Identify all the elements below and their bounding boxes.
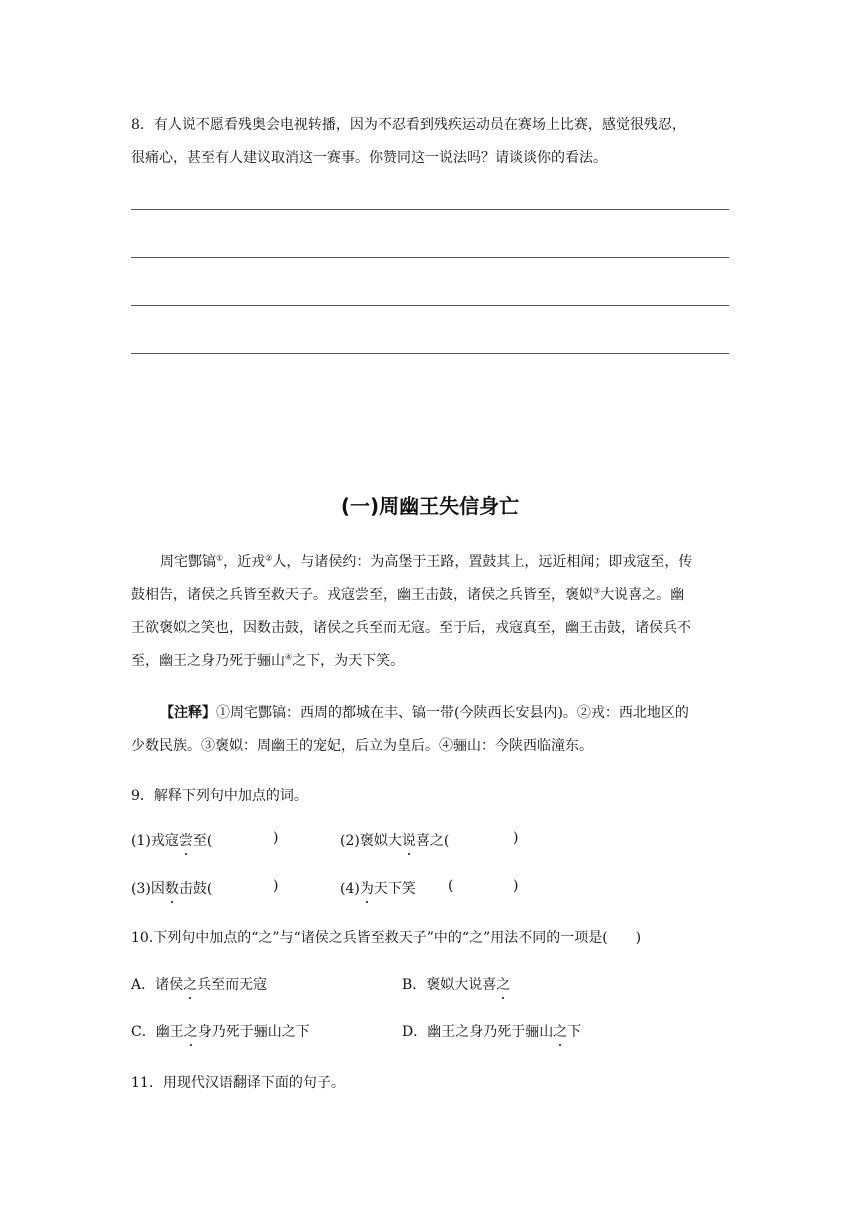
q9-answer-blank-3[interactable] xyxy=(212,878,270,896)
footnote-mark: ② xyxy=(265,553,273,563)
passage-text: ，近戎 xyxy=(223,554,266,570)
q9-item-3 xyxy=(131,878,212,898)
passage-text: 至，幽王之身乃死于骊山 xyxy=(131,653,285,669)
q9-item-1 xyxy=(131,830,212,850)
passage-line-1 xyxy=(160,551,692,571)
notes-line-1 xyxy=(160,702,689,722)
section-title: (一)周幽王失信身亡 xyxy=(340,494,520,518)
q11-stem: 11．用现代汉语翻译下面的句子。 xyxy=(131,1075,345,1091)
item-text: 天下笑 xyxy=(373,881,416,897)
q10-stem: 10.下列句中加点的“之”与“诸侯之兵皆至救天子”中的“之”用法不同的一项是( ) xyxy=(131,930,642,946)
dotted-word: 尝 xyxy=(179,830,193,850)
dotted-word: 说 xyxy=(402,830,416,850)
dotted-word: 为 xyxy=(360,878,374,898)
q9-item-4 xyxy=(340,878,416,898)
passage-text: 人，与诸侯约：为高堡于王路，置鼓其上，远近相闻；即戎寇至，传 xyxy=(272,554,693,570)
passage-text: 之下，为天下笑。 xyxy=(292,653,405,669)
dotted-word: 之 xyxy=(183,974,197,994)
answer-line-4[interactable] xyxy=(131,353,729,354)
option-text: 下 xyxy=(567,1024,582,1040)
q10-option-b[interactable] xyxy=(402,974,510,994)
option-text: C．幽王 xyxy=(131,1024,184,1040)
q9-item-4-open: ( xyxy=(448,878,454,894)
passage-line-4 xyxy=(131,650,404,670)
q9-answer-blank-1[interactable] xyxy=(212,830,270,848)
passage-text: 鼓相告，诸侯之兵皆至救天子。戎寇尝至，幽王击鼓，诸侯之兵皆至，褒姒 xyxy=(131,587,593,603)
notes-line-2: 少数民族。③褒姒：周幽王的宠妃，后立为皇后。④骊山：今陕西临潼东。 xyxy=(131,738,593,754)
option-text: 身乃死于骊山之下 xyxy=(197,1024,310,1040)
q8-line2: 很痛心，甚至有人建议取消这一赛事。你赞同这一说法吗？请谈谈你的看法。 xyxy=(131,150,607,166)
answer-line-1[interactable] xyxy=(131,209,729,210)
dotted-word: 之 xyxy=(553,1021,567,1041)
item-text: 击鼓( xyxy=(178,881,213,897)
notes-text: ①周宅酆镐：西周的都城在丰、镐一带(今陕西长安县内)。②戎：西北地区的 xyxy=(216,705,689,721)
dotted-word: 之 xyxy=(496,974,510,994)
q9-item-2 xyxy=(340,830,449,850)
answer-line-3[interactable] xyxy=(131,305,729,306)
q9-answer-blank-2[interactable] xyxy=(454,830,510,848)
dotted-word: 数 xyxy=(165,878,179,898)
option-text: B．褒姒大说喜 xyxy=(402,977,497,993)
q10-option-d[interactable] xyxy=(402,1021,581,1041)
option-text: 兵至而无寇 xyxy=(197,977,268,993)
footnote-mark: ④ xyxy=(285,652,293,662)
item-text: (2)褒姒大 xyxy=(340,833,402,849)
footnote-mark: ③ xyxy=(593,586,601,596)
answer-line-2[interactable] xyxy=(131,257,729,258)
q9-item-4-close: ) xyxy=(513,878,519,894)
item-text: (1)戎寇 xyxy=(131,833,179,849)
q9-item-3-close: ) xyxy=(273,878,279,894)
q9-answer-blank-4[interactable] xyxy=(456,878,510,896)
footnote-mark: ① xyxy=(216,553,224,563)
item-text: 至( xyxy=(192,833,213,849)
q9-item-2-close: ) xyxy=(513,830,519,846)
item-text: (3)因 xyxy=(131,881,165,897)
option-text: D．幽王之身乃死于骊山 xyxy=(402,1024,554,1040)
q10-option-a[interactable] xyxy=(131,974,267,994)
item-text: (4) xyxy=(340,881,360,897)
q10-option-c[interactable] xyxy=(131,1021,310,1041)
dotted-word: 之 xyxy=(184,1021,198,1041)
passage-text: 周宅酆镐 xyxy=(160,554,216,570)
q8-line1: 8．有人说不愿看残奥会电视转播，因为不忍看到残疾运动员在赛场上比赛，感觉很残忍， xyxy=(131,117,686,133)
q9-stem: 9．解释下列句中加点的词。 xyxy=(131,788,308,804)
passage-line-3: 王欲褒姒之笑也，因数击鼓，诸侯之兵至而无寇。至于后，戎寇真至，幽王击鼓，诸侯兵不 xyxy=(131,620,691,636)
item-text: 喜之( xyxy=(415,833,450,849)
passage-text: 大说喜之。幽 xyxy=(600,587,685,603)
passage-line-2 xyxy=(131,584,684,604)
option-text: A．诸侯 xyxy=(131,977,184,993)
notes-label: 【注释】 xyxy=(160,705,216,721)
q9-item-1-close: ) xyxy=(273,830,279,846)
